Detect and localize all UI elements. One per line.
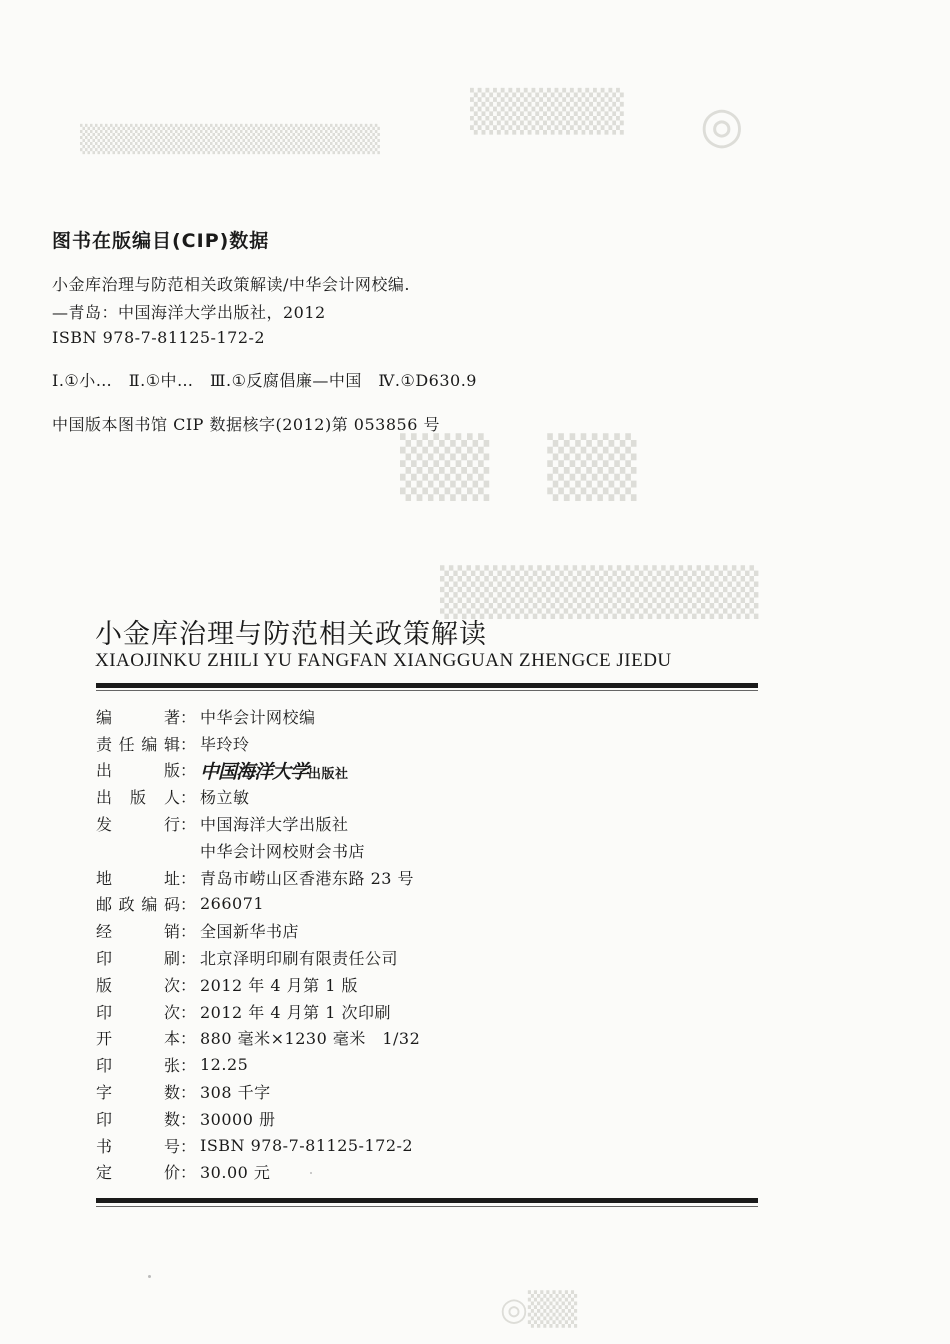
info-label [96,946,180,969]
info-colon: ： [180,1163,197,1183]
info-row [96,810,420,837]
info-row [96,944,420,971]
bleed-through-mark: ▒▒▒▒▒▒▒▒▒ [440,565,759,619]
info-label [96,1026,180,1049]
info-label-char: 刷 [163,949,180,969]
info-label-char: 经 [96,922,113,942]
publisher-logo-suffix: 出版社 [308,766,349,782]
info-label [96,732,180,755]
info-label-char: 码 [163,895,180,915]
info-value: 北京泽明印刷有限责任公司 [200,949,399,969]
info-label [96,1053,180,1076]
info-row [96,837,420,864]
info-colon: ： [180,949,197,969]
info-colon: ： [180,734,197,754]
info-label-char: 字 [96,1083,113,1103]
cip-record-number-line: 中国版本图书馆 CIP 数据核字(2012)第 053856 号 [52,415,440,434]
info-value: 杨立敏 [200,788,250,808]
info-label-char: 印 [96,1109,113,1129]
info-label-char: 任 [118,734,135,754]
info-row [96,1078,420,1105]
info-label-char: 本 [163,1029,180,1049]
cip-isbn-line: ISBN 978-7-81125-172-2 [52,328,266,347]
info-value: 中华会计网校财会书店 [200,841,366,861]
cip-classification-line: Ⅰ.①小… Ⅱ.①中… Ⅲ.①反腐倡廉—中国 Ⅳ.①D630.9 [52,371,477,390]
info-colon: ： [180,895,197,915]
info-label-char: 著 [163,707,180,727]
info-label [96,1160,180,1183]
info-row [96,891,420,918]
info-row [96,971,420,998]
info-value: 中华会计网校编 [200,707,316,727]
info-label-char: 辑 [163,734,180,754]
top-thick-rule [96,683,758,688]
publication-info-table [96,703,420,1185]
info-value [200,757,349,784]
info-label-char: 版 [96,975,113,995]
info-label-char: 数 [163,1083,180,1103]
info-row [96,917,420,944]
info-label-char: 版 [129,788,146,808]
top-thin-rule [96,690,758,691]
info-colon: ： [180,1083,197,1103]
info-value: 880 毫米×1230 毫米 1/32 [200,1029,421,1049]
info-label-char: 次 [163,1002,180,1022]
info-label-char: 责 [96,734,113,754]
info-colon: ： [180,1002,197,1022]
info-label-char: 址 [163,868,180,888]
info-row [96,783,420,810]
info-value: 266071 [200,894,265,914]
cip-title-line: 小金库治理与防范相关政策解读/中华会计网校编. [52,275,410,294]
info-colon: ： [180,975,197,995]
bleed-through-mark: ◎ [700,95,744,154]
cip-publisher-line: —青岛：中国海洋大学出版社，2012 [52,303,326,322]
info-label-char: 政 [118,895,135,915]
info-colon: ： [180,1029,197,1049]
info-label-char: 出 [96,761,113,781]
info-label-char: 价 [163,1163,180,1183]
bleed-through-mark: ▒▒▒▒▒▒▒▒▒▒▒▒▒▒▒ [80,125,380,155]
info-label-char: 销 [163,922,180,942]
info-value: 2012 年 4 月第 1 版 [200,975,359,995]
info-label [96,812,180,835]
info-colon: ： [180,1056,197,1076]
info-label [96,973,180,996]
info-label [96,919,180,942]
info-label-char: 印 [96,949,113,969]
info-value: 中国海洋大学出版社 [200,815,349,835]
info-label-char: 张 [163,1056,180,1076]
info-row [96,1105,420,1132]
info-row [96,998,420,1025]
info-label-char: 数 [163,1109,180,1129]
info-value: 30.00 元 [200,1163,271,1183]
info-label [96,1107,180,1130]
info-colon: ： [180,922,197,942]
bleed-through-mark: ◎▒▒ [500,1290,578,1328]
info-value: 青岛市崂山区香港东路 23 号 [200,868,415,888]
info-label-char: 人 [163,788,180,808]
info-row [96,730,420,757]
cip-heading: 图书在版编目(CIP)数据 [52,230,270,252]
info-colon: ： [180,761,197,781]
info-colon: ： [180,868,197,888]
info-label [96,785,180,808]
info-colon: ： [180,1136,197,1156]
info-label-char: 行 [163,815,180,835]
info-value: 2012 年 4 月第 1 次印刷 [200,1002,392,1022]
info-label-char: 发 [96,815,113,835]
info-label-char: 号 [163,1136,180,1156]
info-label [96,758,180,781]
info-colon: ： [180,815,197,835]
info-colon: ： [180,1109,197,1129]
info-label-char: 编 [96,707,113,727]
info-label-char: 书 [96,1136,113,1156]
info-label-char: 印 [96,1056,113,1076]
info-label [96,892,180,915]
info-label [96,1134,180,1157]
info-label-char: 地 [96,868,113,888]
info-row [96,1132,420,1159]
info-colon: ： [180,788,197,808]
info-label-char: 定 [96,1163,113,1183]
bleed-through-mark: ▒▒ ▒▒ [400,433,637,501]
info-label-char: 出 [96,788,113,808]
book-title-pinyin: XIAOJINKU ZHILI YU FANGFAN XIANGGUAN ZHENGCE JIEDU [95,650,672,671]
info-label-char: 版 [163,761,180,781]
info-label-char: 编 [141,734,158,754]
info-label [96,705,180,728]
info-label [96,1000,180,1023]
bottom-thin-rule [96,1206,758,1207]
book-title-chinese: 小金库治理与防范相关政策解读 [95,619,487,650]
info-label-char: 邮 [96,895,113,915]
info-row [96,1159,420,1186]
info-label-char: 开 [96,1029,113,1049]
bottom-thick-rule [96,1198,758,1203]
info-row [96,703,420,730]
info-label-char: 次 [163,975,180,995]
info-value: 12.25 [200,1055,249,1075]
info-label-char: 印 [96,1002,113,1022]
info-row [96,864,420,891]
info-row [96,757,420,784]
info-value: 全国新华书店 [200,922,300,942]
info-label [96,866,180,889]
publisher-logo: 中国海洋大学 [200,760,309,783]
bleed-through-mark: ▒▒▒▒▒ [470,88,624,135]
info-value: 308 千字 [200,1083,271,1103]
paper-speck [310,1172,312,1174]
info-row [96,1025,420,1052]
paper-speck [148,1275,151,1278]
info-row [96,1051,420,1078]
info-value: 毕玲玲 [200,734,250,754]
info-value: ISBN 978-7-81125-172-2 [200,1135,414,1155]
info-colon: ： [180,707,197,727]
info-value: 30000 册 [200,1109,276,1129]
info-label-char: 编 [141,895,158,915]
info-label [96,1080,180,1103]
